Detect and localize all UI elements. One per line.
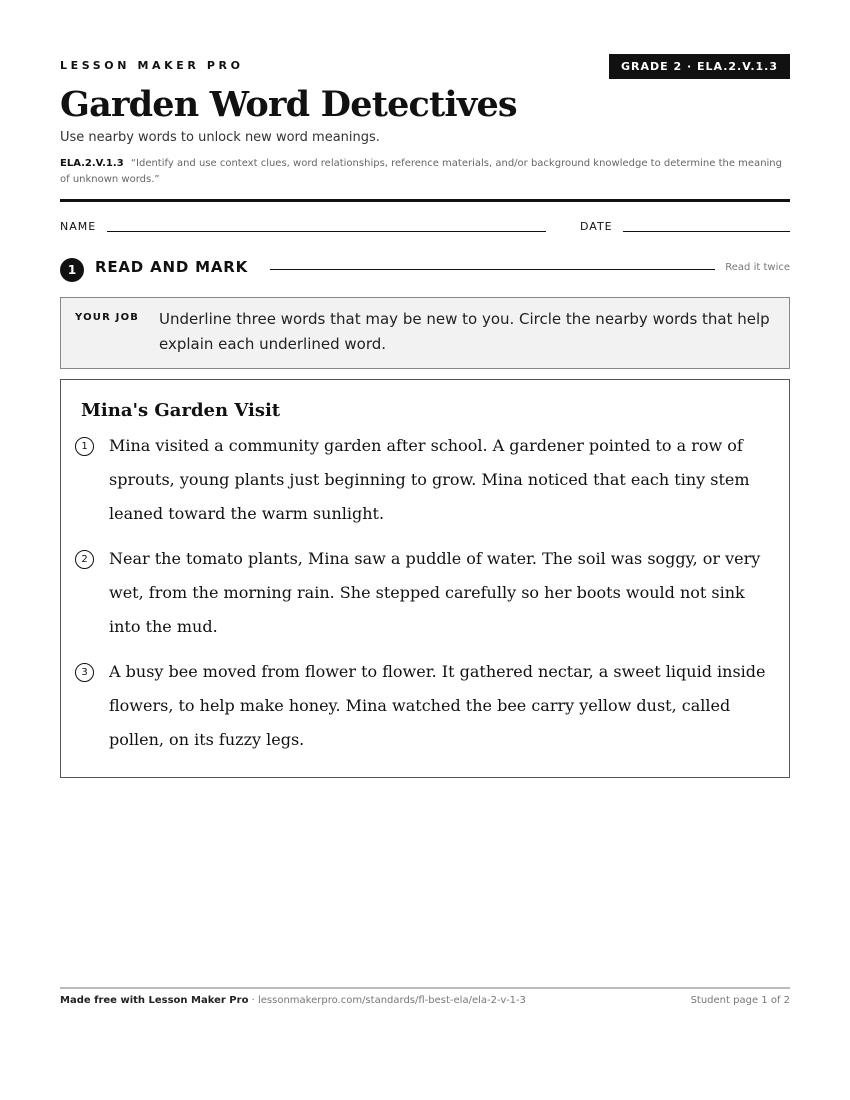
- paragraph-text: Near the tomato plants, Mina saw a puddle of water. The soil was soggy, or very wet, from the morning rain. She stepped carefully so her boots would not sink into the mud.: [109, 549, 761, 636]
- page-subtitle: Use nearby words to unlock new word meanings.: [60, 130, 380, 145]
- page-title: Garden Word Detectives: [60, 84, 517, 125]
- footer-divider: [60, 987, 790, 989]
- date-label: DATE: [580, 220, 613, 233]
- footer-credit: [60, 995, 526, 1006]
- paragraph-number: 2: [75, 550, 94, 569]
- paragraph-number: 3: [75, 663, 94, 682]
- your-job-instructions: Underline three words that may be new to you. Circle the nearby words that help explain each underlined word.: [159, 310, 770, 353]
- section-divider: [270, 269, 715, 270]
- section-note: Read it twice: [725, 262, 790, 273]
- worksheet-page: [60, 0, 790, 1100]
- standard-text: “Identify and use context clues, word relationships, reference materials, and/or background knowledge to determine the meaning of unknown words.”: [60, 158, 782, 185]
- date-field-line[interactable]: [623, 231, 790, 232]
- section-title: READ AND MARK: [95, 258, 249, 276]
- your-job-box: [60, 297, 790, 369]
- section-number-badge: 1: [60, 258, 84, 282]
- header-divider: [60, 199, 790, 202]
- paragraph-text: Mina visited a community garden after school. A gardener pointed to a row of sprouts, young plants just beginning to grow. Mina noticed that each tiny stem leaned toward the warm sunlight.: [109, 436, 750, 523]
- name-field-line[interactable]: [107, 231, 546, 232]
- passage-box: [60, 379, 790, 778]
- footer-made-with: Made free with Lesson Maker Pro: [60, 995, 249, 1006]
- name-label: NAME: [60, 220, 97, 233]
- brand-name: LESSON MAKER PRO: [60, 59, 244, 72]
- section-header-read-and-mark: [60, 256, 790, 284]
- paragraph-number: 1: [75, 437, 94, 456]
- footer-page-number: Student page 1 of 2: [690, 995, 790, 1006]
- grade-badge: GRADE 2 · ELA.2.V.1.3: [609, 54, 790, 79]
- paragraph-text: A busy bee moved from flower to flower. It gathered nectar, a sweet liquid inside flowers, to help make honey. Mina watched the bee carry yellow dust, called pollen, on its fuzzy legs.: [109, 662, 766, 749]
- your-job-label: YOUR JOB: [75, 312, 140, 323]
- passage-title: Mina's Garden Visit: [81, 400, 281, 421]
- standard-code: ELA.2.V.1.3: [60, 158, 124, 169]
- standard-description: [60, 156, 790, 188]
- footer-url: · lessonmakerpro.com/standards/fl-best-ela/ela-2-v-1-3: [248, 995, 526, 1006]
- top-bar: [60, 54, 790, 80]
